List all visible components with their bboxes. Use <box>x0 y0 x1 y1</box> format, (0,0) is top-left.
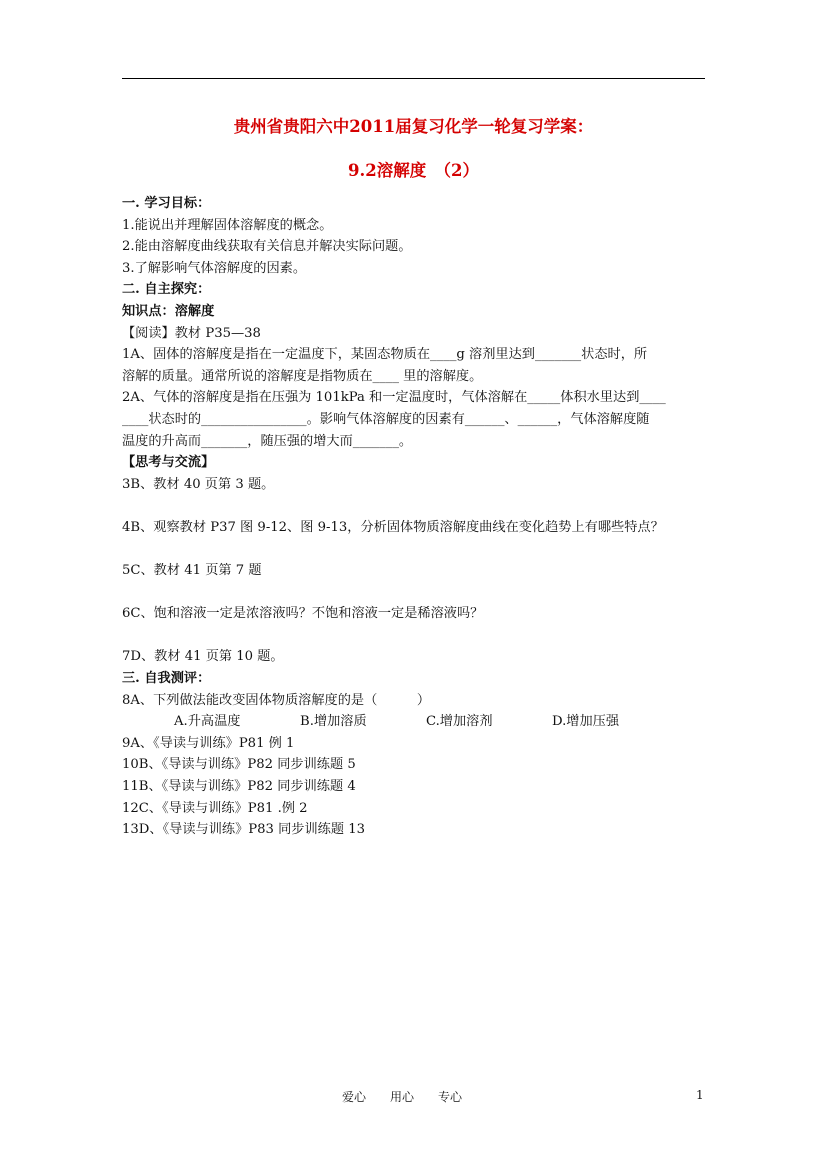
section-heading: 【思考与交流】 <box>122 455 215 471</box>
blank-line <box>122 539 708 561</box>
answer-options <box>122 711 708 733</box>
text-line: 9A、《导读与训练》P81 例 1 <box>122 735 295 751</box>
text-line: 3B、教材 40 页第 3 题。 <box>122 476 275 492</box>
text-line: 7D、教材 41 页第 10 题。 <box>122 649 284 665</box>
footer-motto: 用心 <box>390 1090 415 1104</box>
text-line: 6C、饱和溶液一定是浓溶液吗？不饱和溶液一定是稀溶液吗？ <box>122 606 484 622</box>
text-line: 5C、教材 41 页第 7 题 <box>122 563 262 579</box>
answer-option: D.增加压强 <box>552 714 620 730</box>
text-line: 1A、固体的溶解度是指在一定温度下，某固态物质在____g 溶剂里达到_______状态时，所 <box>122 347 648 363</box>
text-line: 13D、《导读与训练》P83 同步训练题 13 <box>122 822 366 838</box>
text-line: 4B、观察教材 P37 图 9-12、图 9-13，分析固体物质溶解度曲线在变化趋势上有哪些特点？ <box>122 519 664 535</box>
text-line: 3.了解影响气体溶解度的因素。 <box>122 260 307 276</box>
text-line: 8A、下列做法能改变固体物质溶解度的是（ ） <box>122 692 431 708</box>
header-rule <box>122 78 705 79</box>
section-heading: 三. 自我测评： <box>122 671 211 687</box>
blank-line <box>122 495 708 517</box>
answer-option: C.增加溶剂 <box>426 714 493 730</box>
blank-line <box>122 582 708 604</box>
page-number: 1 <box>696 1088 704 1102</box>
section-heading: 一. 学习目标： <box>122 196 211 211</box>
text-line: 2.能由溶解度曲线获取有关信息并解决实际问题。 <box>122 239 412 255</box>
text-line: 温度的升高而_______，随压强的增大而_______。 <box>122 433 413 449</box>
document-title: 贵州省贵阳六中2011届复习化学一轮复习学案： <box>233 117 594 136</box>
text-line: 1.能说出并理解固体溶解度的概念。 <box>122 217 333 233</box>
section-heading: 知识点：溶解度 <box>122 303 215 319</box>
document-body <box>122 193 708 841</box>
answer-option: A.升高温度 <box>174 714 241 730</box>
footer-motto: 爱心 <box>342 1090 367 1104</box>
blank-line <box>122 625 708 647</box>
text-line: 12C、《导读与训练》P81 .例 2 <box>122 800 308 816</box>
section-heading: 二. 自主探究： <box>122 282 211 298</box>
footer-mottos <box>342 1088 486 1105</box>
text-line: 【阅读】教材 P35—38 <box>122 325 261 341</box>
text-line: 10B、《导读与训练》P82 同步训练题 5 <box>122 757 356 773</box>
answer-option: B.增加溶质 <box>300 714 367 730</box>
footer-motto: 专心 <box>438 1090 463 1104</box>
text-line: 溶解的质量。通常所说的溶解度是指物质在____ 里的溶解度。 <box>122 368 483 384</box>
text-line: 11B、《导读与训练》P82 同步训练题 4 <box>122 779 356 795</box>
text-line: ____状态时的________________。影响气体溶解度的因素有______、______，气体溶解度随 <box>122 411 650 427</box>
document-subtitle: 9.2溶解度 （2） <box>348 161 479 180</box>
text-line: 2A、气体的溶解度是指在压强为 101kPa 和一定温度时，气体溶解在_____体积水里达到____ <box>122 390 666 406</box>
